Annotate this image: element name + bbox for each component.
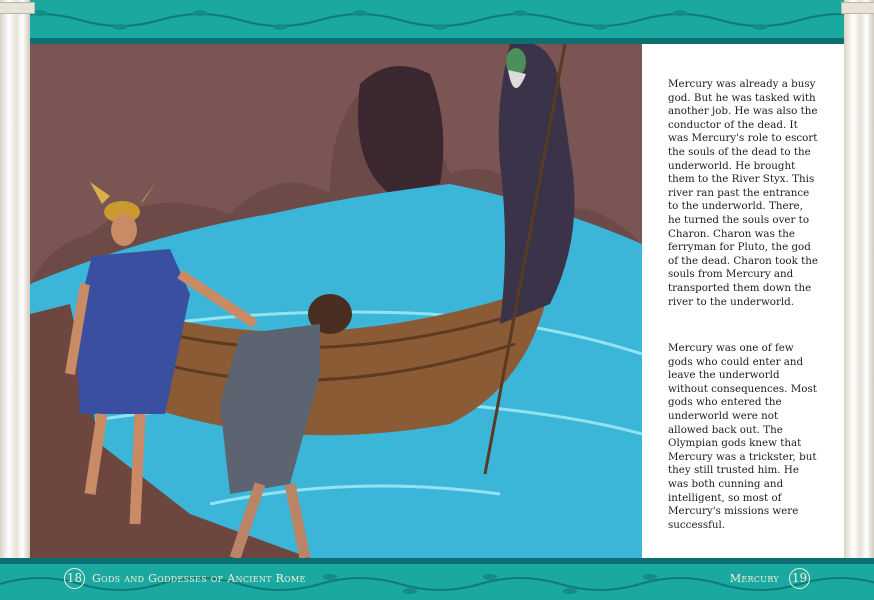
- body-paragraph-1: Mercury was already a busy god. But he was tasked with another job. He was also the conductor of the dead. It was Mercury's role to escort the souls of the dead to the underworld. He brought them to the River Styx. This river ran past the entrance to the underworld. There, he turned the souls over to Charon. Charon was the ferryman for Pluto, the god of the dead. Charon took the souls from Mercury and transported them down the river to the underworld.: [668, 78, 818, 308]
- top-banner: [0, 0, 874, 44]
- text-panel: [642, 44, 844, 558]
- underworld-scene: [30, 44, 642, 558]
- left-page-number: 18: [64, 568, 85, 589]
- mercury-face: [111, 214, 137, 246]
- right-page-number: 19: [789, 568, 810, 589]
- section-title: Mercury: [729, 572, 779, 585]
- bottom-banner: [0, 558, 874, 600]
- body-paragraph-2: Mercury was one of few gods who could enter and leave the underworld without consequences. Most gods who entered the underworld were not allowed back out. The Olympian gods knew that Mercury was a trickster, but they still trusted him. He was both cunning and intelligent, so most of Mercury's missions were successful.: [668, 342, 817, 531]
- running-title: Gods and Goddesses of Ancient Rome: [92, 572, 306, 585]
- charon-ferry-illustration: [30, 44, 642, 558]
- left-column-pillar: [0, 0, 30, 600]
- right-column-pillar: [844, 0, 874, 600]
